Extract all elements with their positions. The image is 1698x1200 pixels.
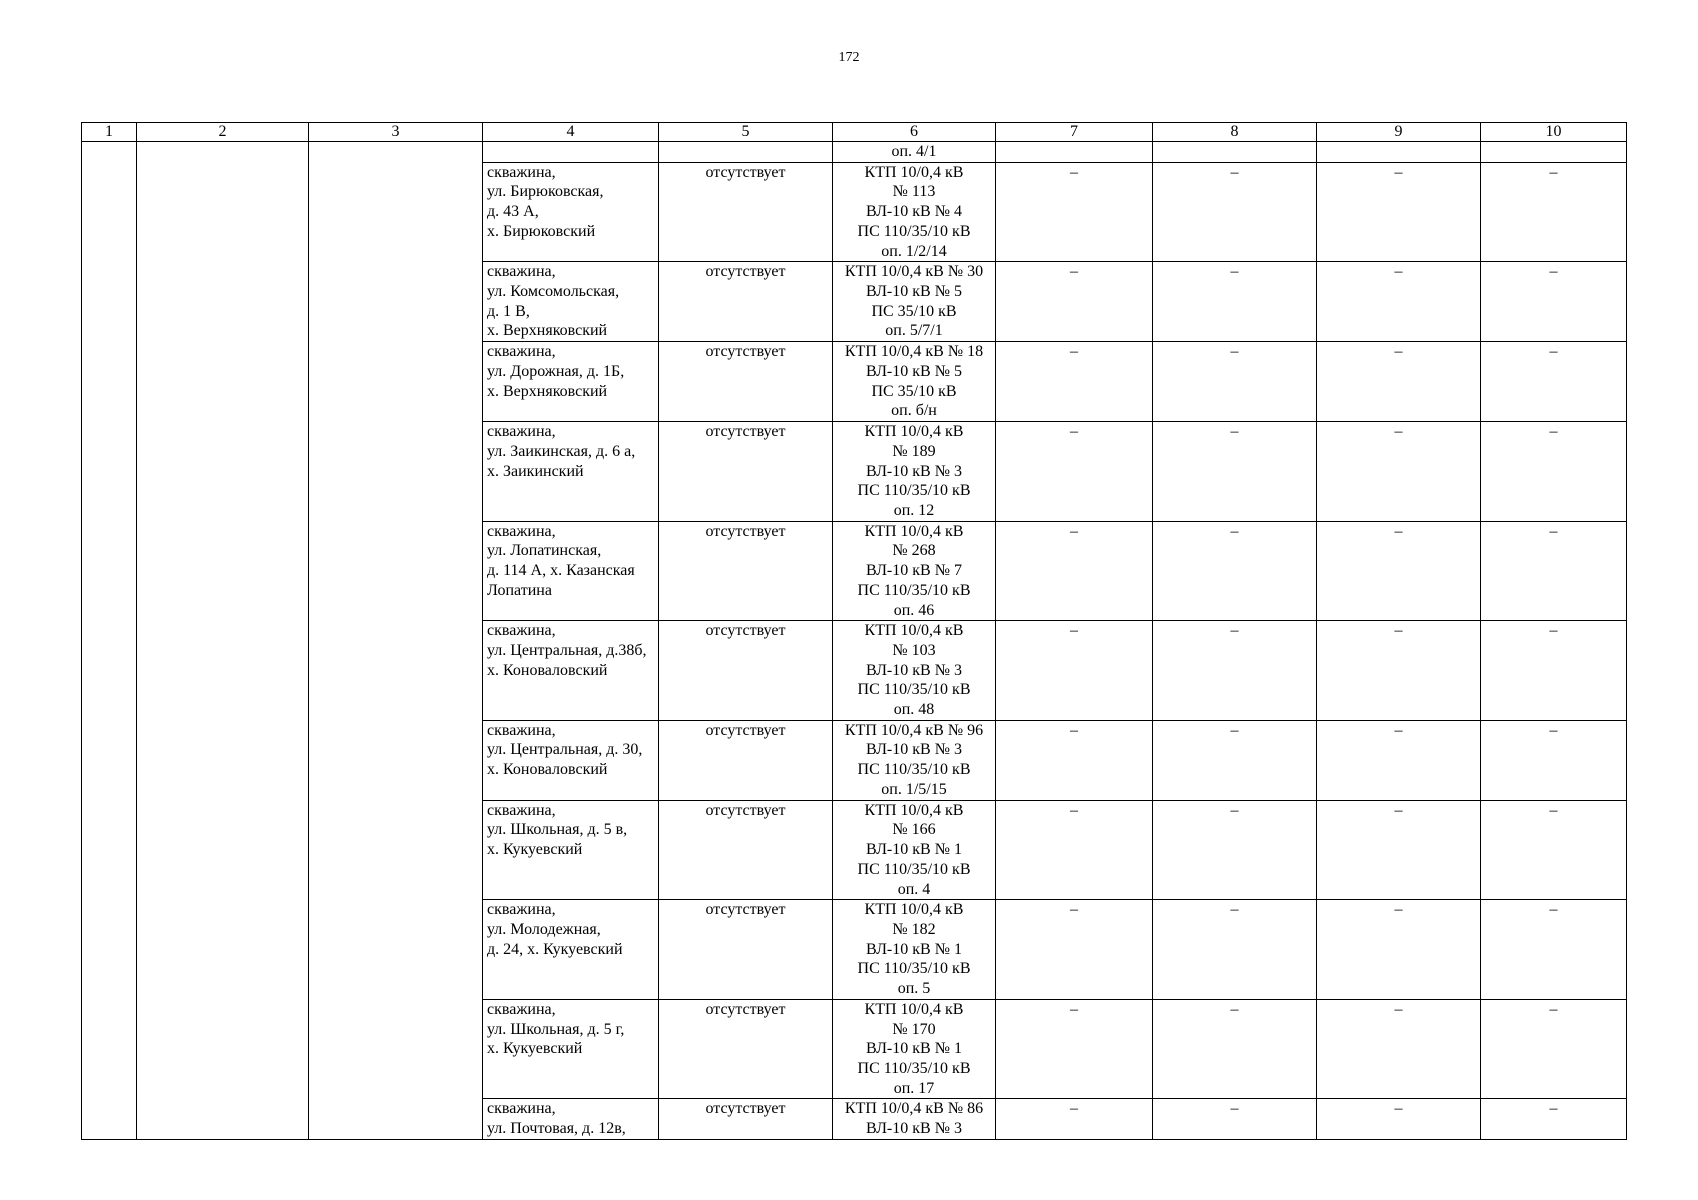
header-cell: 5: [659, 123, 833, 142]
address-line: х. Верхняковский: [487, 382, 608, 400]
address-line: д. 1 В,: [487, 302, 530, 320]
address-line: скважина,: [487, 721, 556, 739]
object-address-cell: [483, 262, 659, 342]
col3-merged-cell: [309, 142, 483, 1140]
address-line: ул. Комсомольская,: [487, 282, 620, 300]
power-source-line: КТП 10/0,4 кВ: [864, 423, 964, 441]
dash-cell: –: [1317, 1099, 1481, 1140]
address-line: скважина,: [487, 343, 556, 361]
power-source-line: ВЛ-10 кВ № 1: [866, 940, 962, 958]
address-line: ул. Школьная, д. 5 г,: [487, 1020, 625, 1038]
power-source-line: оп. 12: [893, 502, 935, 520]
object-address-cell: [483, 422, 659, 522]
dash-cell: –: [1481, 521, 1627, 621]
status-cell: отсутствует: [659, 800, 833, 900]
continuation-row: [82, 142, 1627, 163]
power-source-line: оп. 5: [897, 980, 931, 998]
dash-cell: –: [1153, 262, 1317, 342]
address-line: скважина,: [487, 901, 556, 919]
table-cell: [1153, 142, 1317, 163]
status-cell: отсутствует: [659, 900, 833, 1000]
object-address-cell: [483, 521, 659, 621]
power-source-line: оп. 5/7/1: [885, 322, 943, 340]
address-line: х. Верхняковский: [487, 322, 608, 340]
dash-cell: –: [1481, 1099, 1627, 1140]
power-source-line: ПС 35/10 кВ: [871, 302, 957, 320]
address-line: скважина,: [487, 263, 556, 281]
address-line: ул. Школьная, д. 5 в,: [487, 821, 628, 839]
status-cell: отсутствует: [659, 621, 833, 721]
address-line: скважина,: [487, 622, 556, 640]
dash-cell: –: [1481, 999, 1627, 1099]
power-source-line: № 189: [892, 442, 936, 460]
address-line: ул. Почтовая, д. 12в,: [487, 1120, 626, 1138]
address-line: ул. Заикинская, д. 6 а,: [487, 442, 636, 460]
address-line: ул. Молодежная,: [487, 920, 601, 938]
col2-merged-cell: [137, 142, 309, 1140]
dash-cell: –: [996, 521, 1153, 621]
status-cell: отсутствует: [659, 521, 833, 621]
address-line: скважина,: [487, 522, 556, 540]
dash-cell: –: [996, 342, 1153, 422]
dash-cell: –: [1317, 162, 1481, 262]
address-line: скважина,: [487, 1100, 556, 1118]
power-source-line: ПС 110/35/10 кВ: [857, 581, 971, 599]
dash-cell: –: [1481, 262, 1627, 342]
dash-cell: –: [1481, 800, 1627, 900]
power-source-line: оп. б/н: [891, 402, 937, 420]
dash-cell: –: [1481, 621, 1627, 721]
object-address-cell: [483, 162, 659, 262]
power-source-cell: [833, 900, 996, 1000]
object-address-cell: [483, 999, 659, 1099]
power-source-cell: [833, 262, 996, 342]
dash-cell: –: [996, 621, 1153, 721]
power-source-line: № 170: [892, 1020, 936, 1038]
dash-cell: –: [996, 1099, 1153, 1140]
address-line: ул. Дорожная, д. 1Б,: [487, 362, 625, 380]
dash-cell: –: [1153, 720, 1317, 800]
power-source-cell: [833, 521, 996, 621]
address-line: ул. Центральная, д.38б,: [487, 641, 647, 659]
table-cell: [659, 142, 833, 163]
address-line: д. 43 А,: [487, 203, 539, 221]
power-source-line: № 166: [892, 821, 936, 839]
dash-cell: –: [1153, 800, 1317, 900]
power-source-line: КТП 10/0,4 кВ № 86: [844, 1100, 984, 1118]
dash-cell: –: [1153, 621, 1317, 721]
dash-cell: –: [1317, 342, 1481, 422]
table-cell: [996, 142, 1153, 163]
power-source-line: оп. 17: [893, 1079, 935, 1097]
header-cell: 6: [833, 123, 996, 142]
address-line: д. 24, х. Кукуевский: [487, 940, 623, 958]
power-source-line: № 182: [892, 920, 936, 938]
header-cell: 1: [82, 123, 137, 142]
data-table: [81, 122, 1627, 1140]
address-line: скважина,: [487, 1000, 556, 1018]
dash-cell: –: [1153, 1099, 1317, 1140]
power-source-line: ВЛ-10 кВ № 5: [866, 362, 962, 380]
dash-cell: –: [1153, 162, 1317, 262]
power-source-line: ПС 35/10 кВ: [871, 382, 957, 400]
power-source-line: ПС 110/35/10 кВ: [857, 482, 971, 500]
address-line: д. 114 А, х. Казанская: [487, 562, 635, 580]
dash-cell: –: [996, 800, 1153, 900]
power-source-line: ВЛ-10 кВ № 3: [866, 462, 962, 480]
power-source-cell: [833, 800, 996, 900]
power-source-line: ПС 110/35/10 кВ: [857, 761, 971, 779]
status-cell: отсутствует: [659, 1099, 833, 1140]
power-source-line: КТП 10/0,4 кВ: [864, 901, 964, 919]
power-source-line: № 113: [892, 183, 936, 201]
address-line: х. Коноваловский: [487, 661, 608, 679]
power-source-line: ВЛ-10 кВ № 3: [866, 1120, 962, 1138]
power-source-line: ВЛ-10 кВ № 3: [866, 661, 962, 679]
address-line: х. Кукуевский: [487, 841, 583, 859]
dash-cell: –: [1317, 800, 1481, 900]
header-cell: 2: [137, 123, 309, 142]
address-line: скважина,: [487, 423, 556, 441]
power-source-line: КТП 10/0,4 кВ № 30: [844, 263, 984, 281]
header-cell: 10: [1481, 123, 1627, 142]
power-source-line: № 103: [892, 641, 936, 659]
dash-cell: –: [1481, 900, 1627, 1000]
power-source-cell: [833, 1099, 996, 1140]
object-address-cell: [483, 621, 659, 721]
status-cell: отсутствует: [659, 720, 833, 800]
power-source-line: ВЛ-10 кВ № 7: [866, 562, 962, 580]
power-source-line: ВЛ-10 кВ № 4: [866, 203, 962, 221]
col1-merged-cell: [82, 142, 137, 1140]
table-cell: [1481, 142, 1627, 163]
power-source-line: ПС 110/35/10 кВ: [857, 1059, 971, 1077]
power-source-line: КТП 10/0,4 кВ: [864, 163, 964, 181]
power-source-line: ПС 110/35/10 кВ: [857, 960, 971, 978]
dash-cell: –: [1153, 521, 1317, 621]
power-source-line: КТП 10/0,4 кВ № 96: [844, 721, 984, 739]
status-cell: отсутствует: [659, 999, 833, 1099]
address-line: Лопатина: [487, 581, 552, 599]
header-cell: 9: [1317, 123, 1481, 142]
power-source-line: ВЛ-10 кВ № 3: [866, 741, 962, 759]
status-cell: отсутствует: [659, 422, 833, 522]
dash-cell: –: [1481, 720, 1627, 800]
dash-cell: –: [1317, 422, 1481, 522]
status-cell: отсутствует: [659, 162, 833, 262]
dash-cell: –: [1481, 342, 1627, 422]
dash-cell: –: [996, 720, 1153, 800]
power-source-line: оп. 46: [893, 601, 935, 619]
power-source-line: КТП 10/0,4 кВ: [864, 1000, 964, 1018]
power-source-line: КТП 10/0,4 кВ: [864, 522, 964, 540]
power-source-line: КТП 10/0,4 кВ: [864, 622, 964, 640]
address-line: х. Заикинский: [487, 462, 584, 480]
dash-cell: –: [1317, 720, 1481, 800]
object-address-cell: [483, 1099, 659, 1140]
address-line: ул. Центральная, д. 30,: [487, 741, 643, 759]
object-address-cell: [483, 900, 659, 1000]
status-cell: отсутствует: [659, 342, 833, 422]
dash-cell: –: [996, 162, 1153, 262]
power-source-line: ВЛ-10 кВ № 1: [866, 841, 962, 859]
power-source-cell: [833, 422, 996, 522]
dash-cell: –: [1317, 900, 1481, 1000]
power-source-cell: [833, 162, 996, 262]
dash-cell: –: [1153, 900, 1317, 1000]
dash-cell: –: [1317, 621, 1481, 721]
dash-cell: –: [1481, 422, 1627, 522]
power-source-line: ВЛ-10 кВ № 1: [866, 1040, 962, 1058]
dash-cell: –: [996, 262, 1153, 342]
table-cell: оп. 4/1: [833, 142, 996, 163]
power-source-line: № 268: [892, 542, 936, 560]
power-source-cell: [833, 342, 996, 422]
dash-cell: –: [996, 900, 1153, 1000]
address-line: ул. Лопатинская,: [487, 542, 602, 560]
power-source-cell: [833, 621, 996, 721]
table-cell: [1317, 142, 1481, 163]
object-address-cell: [483, 720, 659, 800]
address-line: х. Коноваловский: [487, 761, 608, 779]
power-source-line: оп. 1/2/14: [881, 242, 947, 260]
dash-cell: –: [996, 999, 1153, 1099]
dash-cell: –: [996, 422, 1153, 522]
header-cell: 8: [1153, 123, 1317, 142]
address-line: х. Кукуевский: [487, 1040, 583, 1058]
power-source-line: оп. 48: [893, 701, 935, 719]
dash-cell: –: [1317, 999, 1481, 1099]
object-address-cell: [483, 342, 659, 422]
address-line: ул. Бирюковская,: [487, 183, 604, 201]
power-source-line: КТП 10/0,4 кВ № 18: [844, 343, 984, 361]
dash-cell: –: [1153, 342, 1317, 422]
object-address-cell: [483, 800, 659, 900]
power-source-line: ВЛ-10 кВ № 5: [866, 282, 962, 300]
power-source-line: ПС 110/35/10 кВ: [857, 860, 971, 878]
address-line: х. Бирюковский: [487, 222, 596, 240]
address-line: скважина,: [487, 801, 556, 819]
header-cell: 7: [996, 123, 1153, 142]
power-source-cell: [833, 999, 996, 1099]
header-cell: 3: [309, 123, 483, 142]
power-source-line: ПС 110/35/10 кВ: [857, 681, 971, 699]
address-line: скважина,: [487, 163, 556, 181]
power-source-line: ПС 110/35/10 кВ: [857, 222, 971, 240]
page-number: 172: [838, 50, 860, 65]
header-cell: 4: [483, 123, 659, 142]
header-row: [82, 123, 1627, 142]
dash-cell: –: [1317, 521, 1481, 621]
power-source-line: КТП 10/0,4 кВ: [864, 801, 964, 819]
power-source-cell: [833, 720, 996, 800]
dash-cell: –: [1153, 422, 1317, 522]
power-source-line: оп. 4: [897, 880, 931, 898]
dash-cell: –: [1153, 999, 1317, 1099]
status-cell: отсутствует: [659, 262, 833, 342]
dash-cell: –: [1481, 162, 1627, 262]
table-cell: [483, 142, 659, 163]
dash-cell: –: [1317, 262, 1481, 342]
power-source-line: оп. 1/5/15: [881, 780, 947, 798]
